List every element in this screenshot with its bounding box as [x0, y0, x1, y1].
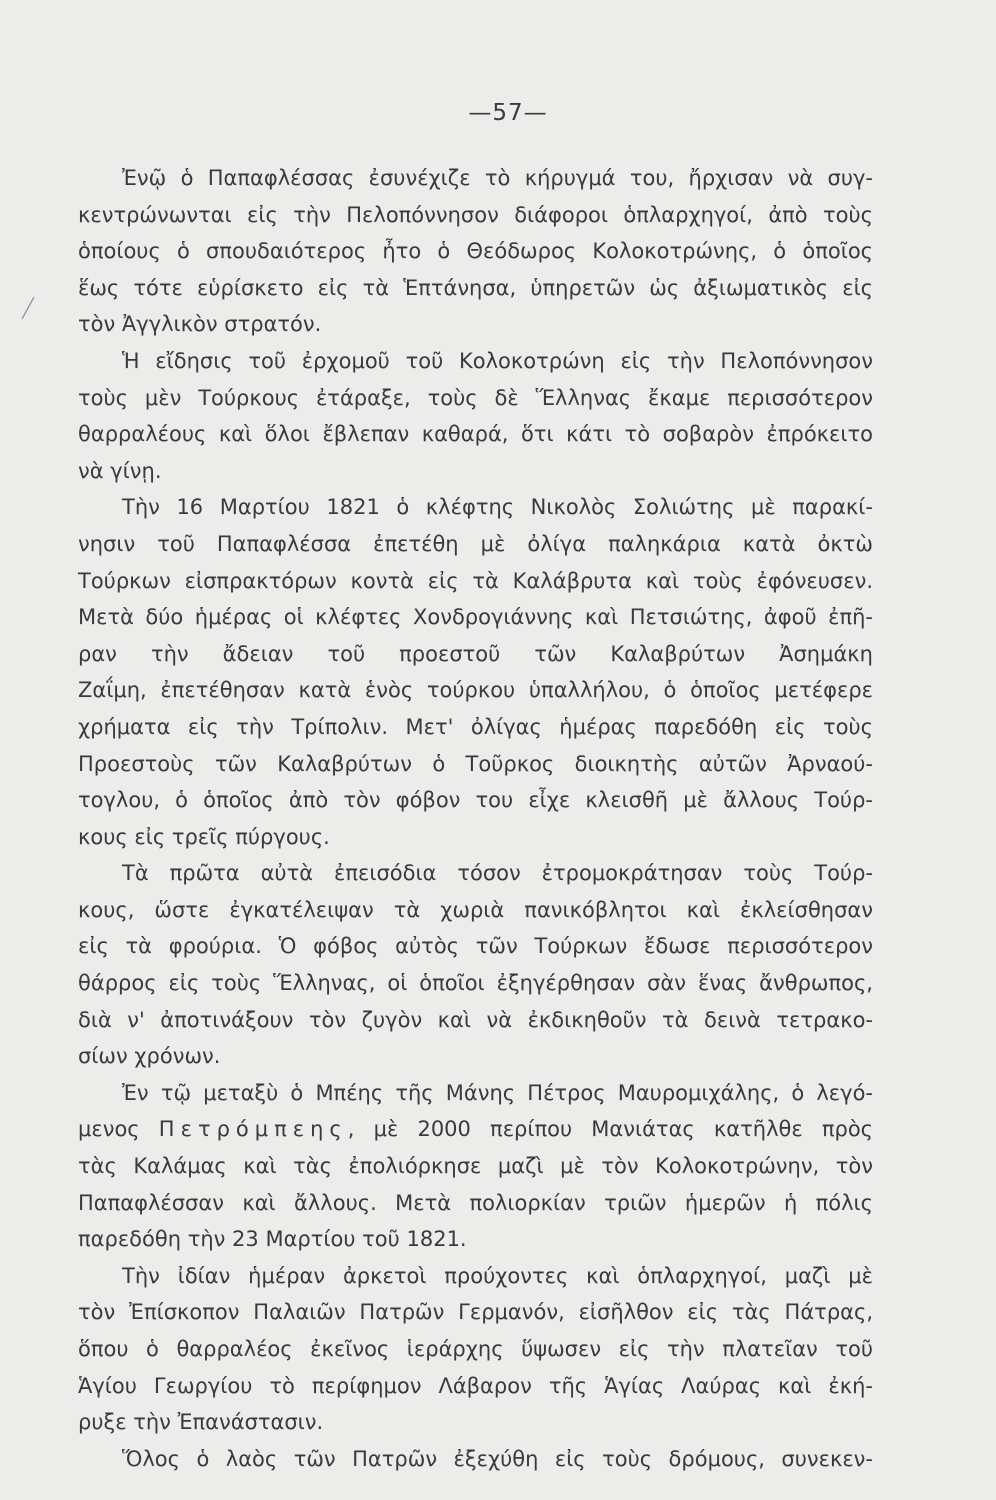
spaced-name: Πετρόμπεης — [158, 1117, 348, 1142]
text-line: παρεδόθη τὴν 23 Μαρτίου τοῦ 1821. — [78, 1227, 467, 1252]
text-line: ραν τὴν ἄδειαν τοῦ προεστοῦ τῶν Καλαβρύτων Ἀσημάκη — [78, 641, 873, 666]
text-line: Ζαΐμη, ἐπετέθησαν κατὰ ἑνὸς τούρκου ὑπαλλήλου, ὁ ὁποῖος μετέφερε — [78, 678, 873, 703]
text-line: εἰς τὰ φρούρια. Ὁ φόβος αὐτὸς τῶν Τούρκων ἔδωσε περισσότερον — [78, 934, 873, 959]
text-line: ὁποίους ὁ σπουδαιότερος ἦτο ὁ Θεόδωρος Κολοκοτρώνης, ὁ ὁποῖος — [78, 239, 873, 264]
text-line: Ἐνῷ ὁ Παπαφλέσσας ἐσυνέχιζε τὸ κήρυγμά του, ἤρχισαν νὰ συγ- — [122, 166, 873, 190]
text-line: τὰς Καλάμας καὶ τὰς ἐπολιόρκησε μαζὶ μὲ τὸν Κολοκοτρώνην, τὸν — [78, 1154, 873, 1179]
text-line: Τὴν 16 Μαρτίου 1821 ὁ κλέφτης Νικολὸς Σολιώτης μὲ παρακί- — [122, 495, 873, 520]
text-line: Τούρκων εἰσπρακτόρων κοντὰ εἰς τὰ Καλάβρυτα καὶ τοὺς ἐφόνευσεν. — [78, 568, 873, 593]
margin-pencil-mark — [20, 295, 36, 321]
text-line: κους εἰς τρεῖς πύργους. — [78, 824, 330, 849]
text-line: Προεστοὺς τῶν Καλαβρύτων ὁ Τοῦρκος διοικητὴς αὐτῶν Ἀρναού- — [78, 751, 873, 776]
text-line: ὅπου ὁ θαρραλέος ἐκεῖνος ἱεράρχης ὕψωσεν εἰς τὴν πλατεῖαν τοῦ — [78, 1337, 873, 1361]
text-line — [78, 1111, 873, 1148]
text-line: Μετὰ δύο ἡμέρας οἱ κλέφτες Χονδρογιάννης καὶ Πετσιώτης, ἀφοῦ ἐπῆ- — [78, 605, 873, 630]
text-segment: μενος — [78, 1117, 140, 1142]
text-line: τογλου, ὁ ὁποῖος ἀπὸ τὸν φόβον του εἶχε κλεισθῆ μὲ ἄλλους Τούρ- — [78, 788, 873, 813]
text-line: ἕως τότε εὑρίσκετο εἰς τὰ Ἑπτάνησα, ὑπηρετῶν ὡς ἀξιωματικὸς εἰς — [78, 275, 873, 300]
text-line: θάρρος εἰς τοὺς Ἕλληνας, οἱ ὁποῖοι ἐξηγέρθησαν σὰν ἕνας ἄνθρωπος, — [78, 971, 873, 996]
text-line: κεντρώνωνται εἰς τὴν Πελοπόννησον διάφοροι ὁπλαρχηγοί, ἀπὸ τοὺς — [78, 202, 873, 227]
text-line: Ἁγίου Γεωργίου τὸ περίφημον Λάβαρον τῆς Ἁγίας Λαύρας καὶ ἐκή- — [78, 1373, 873, 1398]
text-line: Τὴν ἰδίαν ἡμέραν ἀρκετοὶ προύχοντες καὶ ὁπλαρχηγοί, μαζὶ μὲ — [122, 1263, 873, 1288]
text-segment: , μὲ 2000 περίπου Μανιάτας κατῆλθε πρὸς — [347, 1117, 873, 1142]
text-line: θαρραλέους καὶ ὅλοι ἔβλεπαν καθαρά, ὅτι κάτι τὸ σοβαρὸν ἐπρόκειτο — [78, 422, 873, 447]
page-number: —57— — [468, 100, 548, 126]
text-line: ρυξε τὴν Ἐπανάστασιν. — [78, 1410, 324, 1435]
text-line: σίων χρόνων. — [78, 1044, 221, 1069]
text-line: νὰ γίνῃ. — [78, 458, 162, 483]
text-line: χρήματα εἰς τὴν Τρίπολιν. Μετ' ὀλίγας ἡμέρας παρεδόθη εἰς τοὺς — [78, 714, 873, 739]
text-line: τὸν Ἀγγλικὸν στρατόν. — [78, 312, 322, 337]
text-line: Παπαφλέσσαν καὶ ἄλλους. Μετὰ πολιορκίαν τριῶν ἡμερῶν ἡ πόλις — [78, 1190, 873, 1215]
text-line: τοὺς μὲν Τούρκους ἐτάραξε, τοὺς δὲ Ἕλληνας ἔκαμε περισσότερον — [78, 385, 873, 410]
text-line: Ἐν τῷ μεταξὺ ὁ Μπέης τῆς Μάνης Πέτρος Μαυρομιχάλης, ὁ λεγό- — [122, 1080, 873, 1105]
text-line: νησιν τοῦ Παπαφλέσσα ἐπετέθη μὲ ὀλίγα παληκάρια κατὰ ὀκτὼ — [78, 531, 873, 556]
text-body — [78, 160, 873, 1477]
text-line: διὰ ν' ἀποτινάξουν τὸν ζυγὸν καὶ νὰ ἐκδικηθοῦν τὰ δεινὰ τετρακο- — [78, 1007, 873, 1032]
text-line: Ἡ εἴδησις τοῦ ἐρχομοῦ τοῦ Κολοκοτρώνη εἰς τὴν Πελοπόννησον — [122, 348, 873, 373]
text-line: τὸν Ἐπίσκοπον Παλαιῶν Πατρῶν Γερμανόν, εἰσῆλθον εἰς τὰς Πάτρας, — [78, 1300, 873, 1325]
text-line: Τὰ πρῶτα αὐτὰ ἐπεισόδια τόσον ἐτρομοκράτησαν τοὺς Τούρ- — [122, 861, 873, 886]
text-line: Ὅλος ὁ λαὸς τῶν Πατρῶν ἐξεχύθη εἰς τοὺς δρόμους, συνεκεν- — [122, 1446, 873, 1471]
text-line: κους, ὥστε ἐγκατέλειψαν τὰ χωριὰ πανικόβλητοι καὶ ἐκλείσθησαν — [78, 897, 873, 922]
